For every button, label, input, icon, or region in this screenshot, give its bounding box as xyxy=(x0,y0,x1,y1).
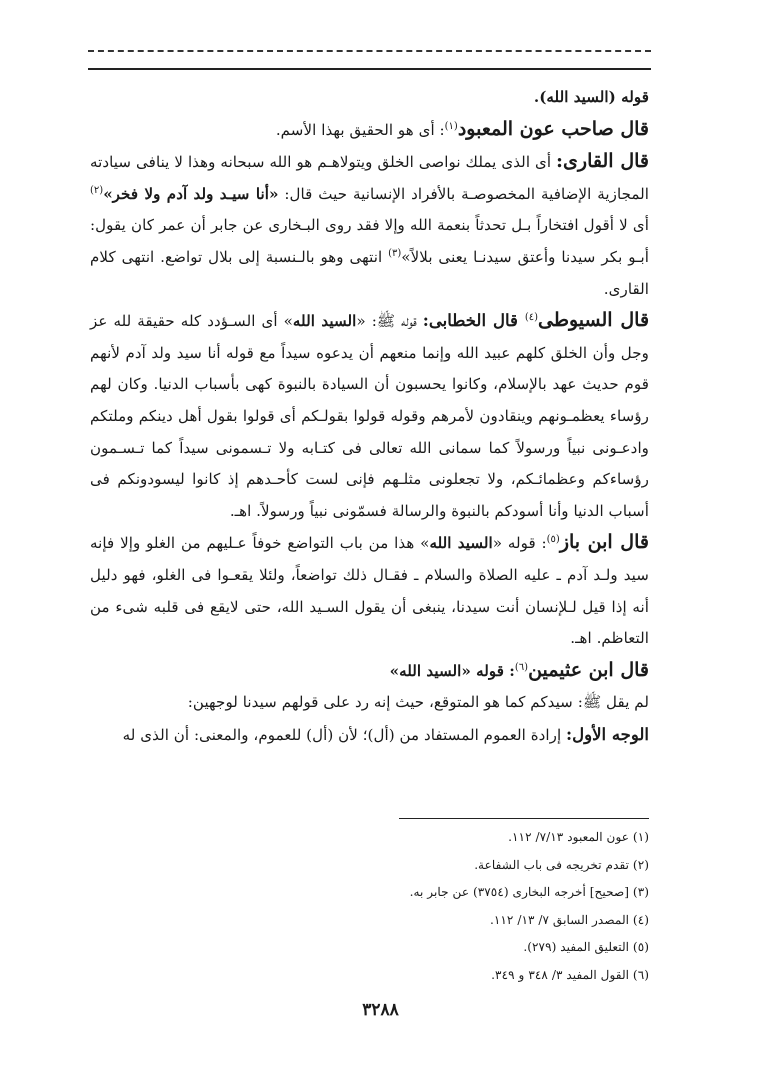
heading-line: قوله (السيد الله). xyxy=(533,88,649,106)
paragraph-6: لم يقل ﷺ: سيدكم كما هو المتوقع، حيث إنه رد على قولهم سيدنا لوجهين: xyxy=(187,693,649,712)
paragraph-3: قال السيوطى$^{(٤)}$ قال الخطابى: قوله ﷺ: «السيد الله» أى السـؤدد كله حقيقة لله عز وجل وأن الخلق كلهم عبيد الله وإنما منعهم أن يدعوه سيداً مع قوله أنا سيد ولد آدم لأنهم قوم حديث عهد بالإسلام، وكانوا يحسبون أن السيادة بالنبوة كهى بأسباب الدنيا. وكان لهم رؤساء يعظمـونهم وينقادون لأمرهم وقوله قولوا بقولـكم أى قولوا بقول أهل دينكم وملتكم وادعـونى نبياً ورسولاً كما سمانى الله تعالى فى كتـابه ولا تـسمونى سيداً كما تـسـمون رؤساءكم وعظمائـكم، ولا تجعلونى مثلـهم فإنى لست كأحـدهم إذ كانوا ليسودونكم فى أسباب الدنيا وأنا أسودكم بالنبوة والرسالة فسمّونى نبياً ورسولاً. اهـ. xyxy=(90,309,650,520)
footnote-rule xyxy=(399,818,649,819)
page-number: ٣٢٨٨ xyxy=(362,1000,399,1020)
main-text xyxy=(90,82,649,751)
paragraph-2: قال القارى: أى الذى يملك نواصى الخلق ويتولاهـم هو الله سبحانه وهذا لا ينافى سيادته المجازية الإضافية المخصوصـة بالأفراد الإنسانية حيث قال: «أنا سيـد ولد آدم ولا فخر»$^{(٢)}$ أى لا أقول افتخاراً بـل تحدثاً بنعمة الله وإلا فقد روى البـخارى عن جابر أن عمر كان يقول: أبـو بكر سيدنا وأعتق سيدنـا يعنى بلالاً»$^{(٣)}$ انتهى وهو بالـنسبة إلى بلال تواضع. انتهى كلام القارى. xyxy=(90,150,650,298)
header-dashed-rule xyxy=(88,50,651,52)
footnote: (١) عون المعبود ٧/١٣/ ١١٢. xyxy=(508,830,649,844)
footnote: (٦) القول المفيد ٣/ ٣٤٨ و ٣٤٩. xyxy=(491,967,649,982)
footnotes xyxy=(90,824,649,990)
footnote: (٤) المصدر السابق ٧/ ١٣/ ١١٢. xyxy=(489,912,649,927)
footnote: (٢) تقدم تخريجه فى باب الشفاعة. xyxy=(474,857,649,872)
paragraph-1: قال صاحب عون المعبود$^{(١)}$: أى هو الحقيق بهذا الأسم. xyxy=(275,117,649,140)
paragraph-7: الوجه الأول: إرادة العموم المستفاد من (أل)؛ لأن (أل) للعموم، والمعنى: أن الذى له xyxy=(122,724,649,744)
header-solid-rule xyxy=(88,68,651,70)
paragraph-5: قال ابن عثيمين$^{(٦)}$: قوله «السيد الله» xyxy=(389,658,649,681)
footnote: (٥) التعليق المفيد (٢٧٩). xyxy=(523,940,649,955)
paragraph-4: قال ابن باز$^{(٥)}$: قوله «السيد الله» هذا من باب التواضع خوفاً عـليهم من الغلو وإلا فإنه سيد ولـد آدم ـ عليه الصلاة والسلام ـ فقـال ذلك تواضعاً، ولئلا يقعـوا فى الغلو، فهو دليل أنه إذا قيل لـلإنسان أنت سيدنا، ينبغى أن يقول السـيد الله، حتى لايقع فى قلبه شىء من التعاظم. اهـ. xyxy=(90,531,649,648)
footnote: (٣) [صحيح] أخرجه البخارى (٣٧٥٤) عن جابر به. xyxy=(409,885,649,900)
